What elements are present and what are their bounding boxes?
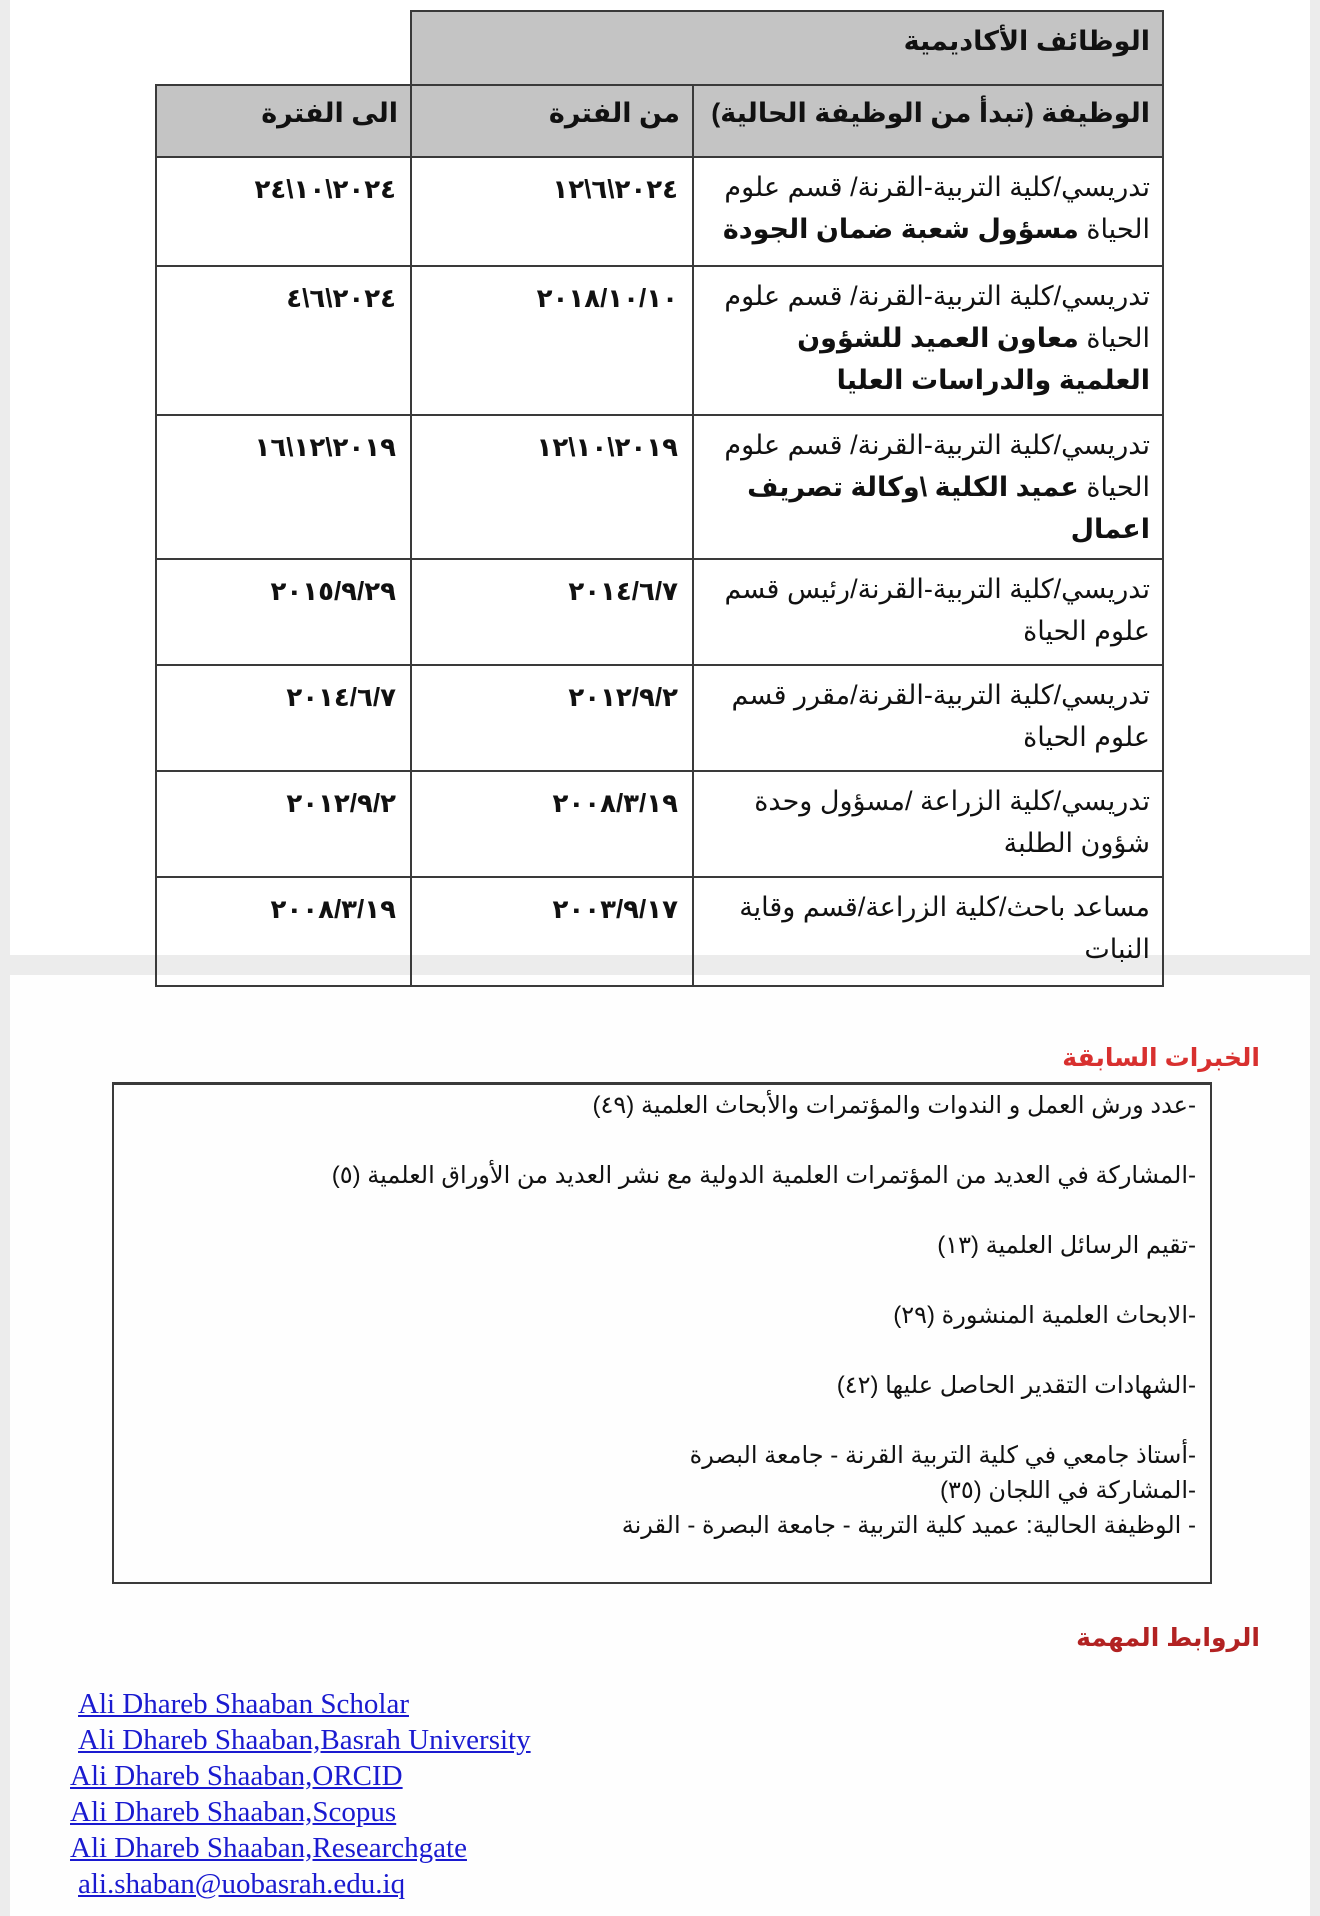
table-row <box>156 771 1163 877</box>
job-text: مساعد باحث/كلية الزراعة/قسم وقاية النبات <box>739 892 1150 964</box>
table-title-row <box>156 11 1163 85</box>
from-date: ٢٠٢٤\٦\١٢ <box>552 174 678 204</box>
experience-item: - الوظيفة الحالية: عميد كلية التربية - جامعة البصرة - القرنة <box>621 1512 1196 1539</box>
job-cell <box>693 415 1163 559</box>
job-text: تدريسي/كلية الزراعة /مسؤول وحدة شؤون الطلبة <box>754 786 1150 858</box>
from-date: ٢٠١٨/١٠/١٠ <box>536 283 678 313</box>
table-row <box>156 157 1163 266</box>
experience-item: -عدد ورش العمل و الندوات والمؤتمرات والأبحاث العلمية (٤٩) <box>592 1092 1196 1119</box>
table-row <box>156 415 1163 559</box>
link-scopus[interactable]: Ali Dhareb Shaaban,Scopus <box>70 1796 397 1828</box>
job-text: تدريسي/كلية التربية-القرنة/مقرر قسم علوم الحياة <box>731 680 1150 752</box>
to-date: ٢٠١٥/٩/٢٩ <box>270 576 396 606</box>
academic-positions-table <box>155 10 1164 987</box>
to-cell <box>156 665 411 771</box>
link-researchgate[interactable]: Ali Dhareb Shaaban,Researchgate <box>70 1832 467 1864</box>
table-row <box>156 559 1163 665</box>
link-basrah-university[interactable]: Ali Dhareb Shaaban,Basrah University <box>78 1724 531 1756</box>
from-date: ٢٠١٩\١٠\١٢ <box>536 432 678 462</box>
job-text: تدريسي/كلية التربية-القرنة/ قسم علوم الحياة <box>724 172 1150 244</box>
link-orcid[interactable]: Ali Dhareb Shaaban,ORCID <box>70 1760 403 1792</box>
from-cell <box>411 559 693 665</box>
from-cell <box>411 877 693 986</box>
to-cell <box>156 415 411 559</box>
job-text: تدريسي/كلية التربية-القرنة/ قسم علوم الحياة <box>724 430 1150 502</box>
experience-item: -الابحاث العلمية المنشورة (٢٩) <box>893 1302 1196 1329</box>
to-date: ٢٠١٩\١٢\١٦ <box>254 432 396 462</box>
experience-item: -المشاركة في اللجان (٣٥) <box>939 1477 1196 1504</box>
table-header-row <box>156 85 1163 157</box>
experience-item: -أستاذ جامعي في كلية التربية القرنة - جامعة البصرة <box>689 1442 1196 1469</box>
from-cell <box>411 771 693 877</box>
header-job: الوظيفة (تبدأ من الوظيفة الحالية) <box>693 85 1163 157</box>
to-cell <box>156 559 411 665</box>
job-cell <box>693 877 1163 986</box>
from-date: ٢٠١٢/٩/٢ <box>568 682 678 712</box>
table-row <box>156 665 1163 771</box>
link-scholar[interactable]: Ali Dhareb Shaaban Scholar <box>78 1688 409 1720</box>
job-role: مسؤول شعبة ضمان الجودة <box>722 214 1079 244</box>
experience-item: -الشهادات التقدير الحاصل عليها (٤٢) <box>836 1372 1196 1399</box>
header-from: من الفترة <box>411 85 693 157</box>
from-date: ٢٠١٤/٦/٧ <box>568 576 678 606</box>
from-cell <box>411 266 693 415</box>
from-cell <box>411 415 693 559</box>
header-to: الى الفترة <box>156 85 411 157</box>
table-title-blank <box>156 11 411 85</box>
to-cell <box>156 877 411 986</box>
job-role: معاون العميد للشؤون العلمية والدراسات العليا <box>797 323 1150 395</box>
previous-experience-heading: الخبرات السابقة <box>1062 1044 1260 1072</box>
from-date: ٢٠٠٨/٣/١٩ <box>552 788 678 818</box>
to-date: ٢٠١٢/٩/٢ <box>286 788 396 818</box>
to-date: ٢٠٢٤\١٠\٢٤ <box>254 174 396 204</box>
important-links-heading: الروابط المهمة <box>1076 1624 1260 1652</box>
from-cell <box>411 665 693 771</box>
from-cell <box>411 157 693 266</box>
job-cell <box>693 266 1163 415</box>
table-row <box>156 877 1163 986</box>
to-date: ٢٠٠٨/٣/١٩ <box>270 894 396 924</box>
to-cell <box>156 157 411 266</box>
academic-positions-section <box>155 10 1162 987</box>
link-email[interactable]: ali.shaban@uobasrah.edu.iq <box>78 1868 406 1900</box>
job-cell <box>693 665 1163 771</box>
job-text: تدريسي/كلية التربية-القرنة/ قسم علوم الحياة <box>724 281 1150 353</box>
job-cell <box>693 559 1163 665</box>
experience-item: -تقيم الرسائل العلمية (١٣) <box>937 1232 1196 1259</box>
to-cell <box>156 266 411 415</box>
to-cell <box>156 771 411 877</box>
previous-experience-box <box>112 1082 1212 1584</box>
to-date: ٢٠٢٤\٦\٤ <box>286 283 396 313</box>
job-cell <box>693 157 1163 266</box>
table-row <box>156 266 1163 415</box>
experience-item: -المشاركة في العديد من المؤتمرات العلمية الدولية مع نشر العديد من الأوراق العلمية (٥) <box>331 1162 1196 1189</box>
to-date: ٢٠١٤/٦/٧ <box>286 682 396 712</box>
important-links-list <box>70 1686 531 1902</box>
table-title: الوظائف الأكاديمية <box>411 11 1163 85</box>
from-date: ٢٠٠٣/٩/١٧ <box>552 894 678 924</box>
job-role: عميد الكلية \وكالة تصريف اعمال <box>747 472 1150 544</box>
job-cell <box>693 771 1163 877</box>
job-text: تدريسي/كلية التربية-القرنة/رئيس قسم علوم الحياة <box>724 574 1150 646</box>
